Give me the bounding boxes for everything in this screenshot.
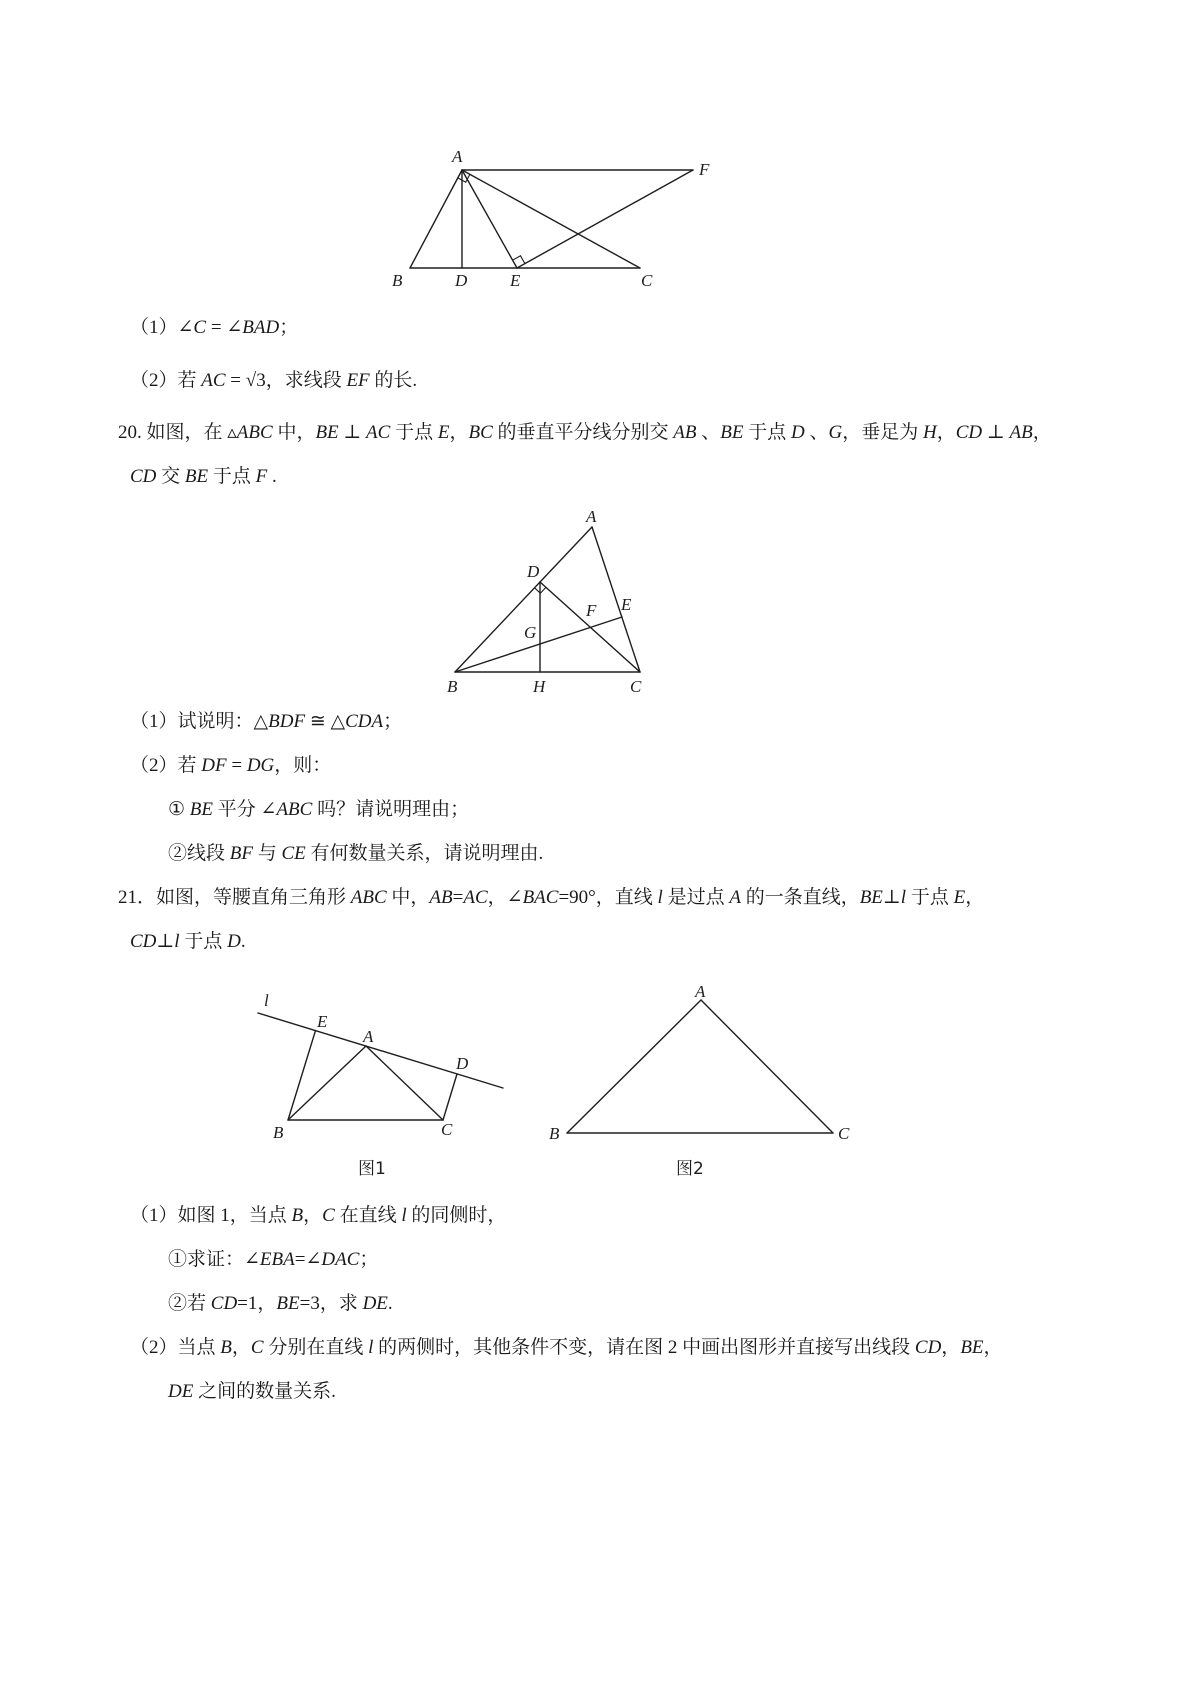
math-variable: B — [220, 1337, 232, 1358]
math-variable: l — [900, 887, 907, 908]
q21-part1-sub2: ②若 CD=1，BE=3，求 DE. — [168, 1293, 393, 1314]
label-F: F — [586, 601, 597, 620]
segment-AB — [567, 1000, 701, 1133]
math-variable: C — [250, 1337, 264, 1358]
math-variable: F — [255, 466, 268, 487]
label-B: B — [549, 1124, 560, 1143]
math-variable: CD — [210, 1293, 238, 1314]
math-variable: AB — [673, 422, 697, 443]
q21-part2-line2: DE 之间的数量关系. — [168, 1381, 336, 1402]
figure-1 — [258, 991, 503, 1179]
q21-part2-line1: （2）当点 B，C 分别在直线 l 的两侧时，其他条件不变，请在图 2 中画出图形并直接写出线段 CD，BE， — [130, 1337, 1003, 1358]
math-variable: CD — [914, 1337, 942, 1358]
math-variable: DAC — [321, 1249, 360, 1270]
math-variable: CD — [130, 466, 157, 487]
line-l — [258, 1013, 503, 1088]
math-variable: G — [828, 422, 843, 443]
figure-q21 — [240, 975, 880, 1185]
math-variable: BE — [720, 422, 744, 443]
segment-AB — [455, 527, 592, 672]
math-variable: D — [227, 931, 241, 952]
math-variable: DE — [168, 1381, 194, 1402]
segment-AC — [701, 1000, 833, 1133]
segment-AC — [366, 1046, 443, 1120]
math-variable: BE — [960, 1337, 984, 1358]
label-C: C — [441, 1120, 453, 1139]
label-A: A — [586, 507, 597, 526]
math-variable: AC — [201, 370, 226, 391]
figure-q20 — [440, 500, 660, 705]
label-F: F — [699, 160, 710, 179]
figure-q19 — [380, 140, 720, 300]
label-E: E — [621, 595, 632, 614]
q20-part1: （1）试说明：△BDF ≅ △CDA； — [130, 711, 403, 732]
math-variable: AC — [366, 422, 391, 443]
figure-2 — [549, 982, 850, 1179]
math-variable: CDA — [345, 711, 384, 732]
math-variable: C — [193, 317, 207, 338]
math-variable: E — [437, 422, 450, 443]
math-variable: BAC — [522, 887, 559, 908]
math-variable: BE — [184, 466, 209, 487]
math-variable: l — [657, 887, 663, 908]
q21-part1-sub1: ①求证：∠EBA=∠DAC； — [168, 1249, 379, 1270]
label-H: H — [533, 677, 546, 696]
q19-part2: （2）若 AC = √3，求线段 EF 的长. — [130, 370, 418, 391]
q20-part2-sub2: ②线段 BF 与 CE 有何数量关系，请说明理由. — [168, 843, 544, 864]
math-variable: CD — [130, 931, 157, 952]
math-variable: l — [401, 1205, 407, 1226]
label-A: A — [695, 982, 706, 1001]
math-variable: ABC — [350, 887, 387, 908]
math-variable: BAD — [242, 317, 280, 338]
q20-stem-line2: CD 交 BE 于点 F . — [130, 466, 277, 487]
q19-part1: （1）∠C = ∠BAD； — [130, 317, 299, 338]
math-variable: C — [322, 1205, 335, 1226]
math-variable: B — [291, 1205, 304, 1226]
label-E: E — [510, 271, 521, 290]
figure-1-caption: 图1 — [358, 1159, 386, 1179]
q20-part2: （2）若 DF = DG，则： — [130, 755, 332, 776]
math-variable: AC — [463, 887, 488, 908]
math-variable: DF — [201, 755, 227, 776]
label-D: D — [527, 562, 540, 581]
math-variable: ABC — [236, 422, 273, 443]
segment-CD — [443, 1074, 457, 1120]
math-variable: BDF — [268, 711, 306, 732]
q21-part1: （1）如图 1，当点 B，C 在直线 l 的同侧时， — [130, 1205, 507, 1226]
q21-stem-line1: 21．如图，等腰直角三角形 ABC 中，AB=AC，∠BAC=90°，直线 l 是过点 A 的一条直线，BE⊥l 于点 E， — [118, 887, 985, 908]
label-B: B — [392, 271, 403, 290]
label-A: A — [363, 1027, 374, 1046]
math-variable: BE — [859, 887, 883, 908]
figure-2-caption: 图2 — [676, 1159, 704, 1179]
math-variable: BE — [315, 422, 339, 443]
math-variable: BE — [189, 799, 214, 820]
math-variable: ABC — [276, 799, 313, 820]
label-D: D — [455, 271, 468, 290]
label-B: B — [273, 1123, 284, 1142]
math-variable: H — [922, 422, 937, 443]
label-C: C — [641, 271, 653, 290]
label-C: C — [630, 677, 642, 696]
math-variable: l — [174, 931, 180, 952]
q20-stem-line1: 20. 如图，在 ▵ABC 中，BE ⊥ AC 于点 E，BC 的垂直平分线分别交 AB 、BE 于点 D 、G，垂足为 H，CD ⊥ AB， — [118, 422, 1052, 443]
math-variable: BC — [468, 422, 493, 443]
math-variable: EF — [346, 370, 370, 391]
math-variable: CE — [281, 843, 306, 864]
math-variable: BE — [276, 1293, 300, 1314]
segment-EF — [517, 170, 693, 268]
label-l: l — [264, 991, 269, 1010]
math-variable: DE — [362, 1293, 388, 1314]
math-variable: BF — [229, 843, 253, 864]
math-variable: E — [953, 887, 966, 908]
math-variable: CD — [955, 422, 983, 443]
label-D: D — [456, 1054, 469, 1073]
math-variable: AB — [429, 887, 453, 908]
math-variable: D — [790, 422, 805, 443]
math-variable: AB — [1009, 422, 1033, 443]
label-G: G — [524, 623, 537, 642]
math-variable: l — [368, 1337, 374, 1358]
label-B: B — [447, 677, 458, 696]
label-C: C — [838, 1124, 850, 1143]
label-A: A — [452, 147, 463, 166]
q21-stem-line2: CD⊥l 于点 D. — [130, 931, 246, 952]
math-variable: EBA — [259, 1249, 295, 1270]
math-variable: DG — [246, 755, 275, 776]
segment-AB — [410, 170, 462, 268]
math-variable: A — [729, 887, 741, 908]
label-E: E — [317, 1012, 328, 1031]
q20-part2-sub1: ① BE 平分 ∠ABC 吗？请说明理由； — [168, 799, 470, 820]
